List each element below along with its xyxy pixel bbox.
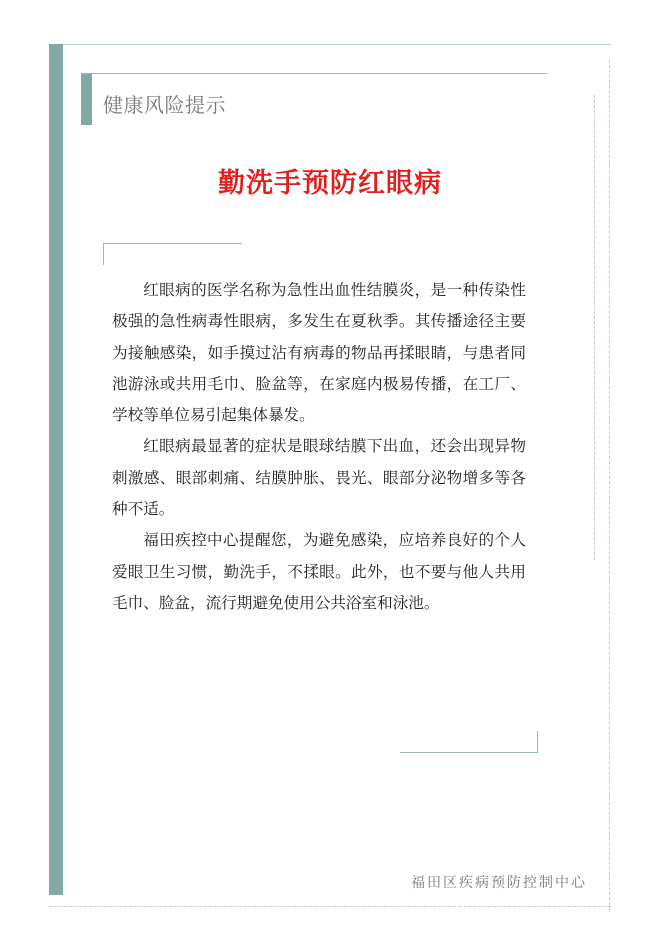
paragraph-definition: 红眼病的医学名称为急性出血性结膜炎，是一种传染性极强的急性病毒性眼病，多发生在夏秋季。其传播途径主要为接触感染，如手摸过沾有病毒的物品再揉眼睛，与患者同池游泳或共用毛巾、脸盆等，在家庭内极易传播，在工厂、学校等单位易引起集体暴发。 — [112, 281, 526, 425]
section-label: 健康风险提示 — [103, 93, 226, 117]
frame-top-line — [49, 44, 611, 45]
header-accent-block — [81, 74, 92, 125]
page-title: 勤洗手预防红眼病 — [218, 168, 442, 199]
paragraph-symptoms: 红眼病最显著的症状是眼球结膜下出血，还会出现异物刺激感、眼部刺痛、结膜肿胀、畏光、眼部分泌物增多等各种不适。 — [112, 437, 526, 519]
header-rule — [81, 73, 547, 74]
frame-bottom-dashed-border — [49, 906, 611, 907]
article-body — [112, 275, 526, 619]
corner-bracket-bottom-right — [400, 731, 538, 753]
paragraph-advice: 福田疾控中心提醒您，为避免感染，应培养良好的个人爱眼卫生习惯，勤洗手，不揉眼。此外，也不要与他人共用毛巾、脸盆，流行期避免使用公共浴室和泳池。 — [112, 531, 526, 612]
corner-bracket-top-left — [103, 243, 242, 265]
organization-name: 福田区疾病预防控制中心 — [411, 875, 587, 891]
